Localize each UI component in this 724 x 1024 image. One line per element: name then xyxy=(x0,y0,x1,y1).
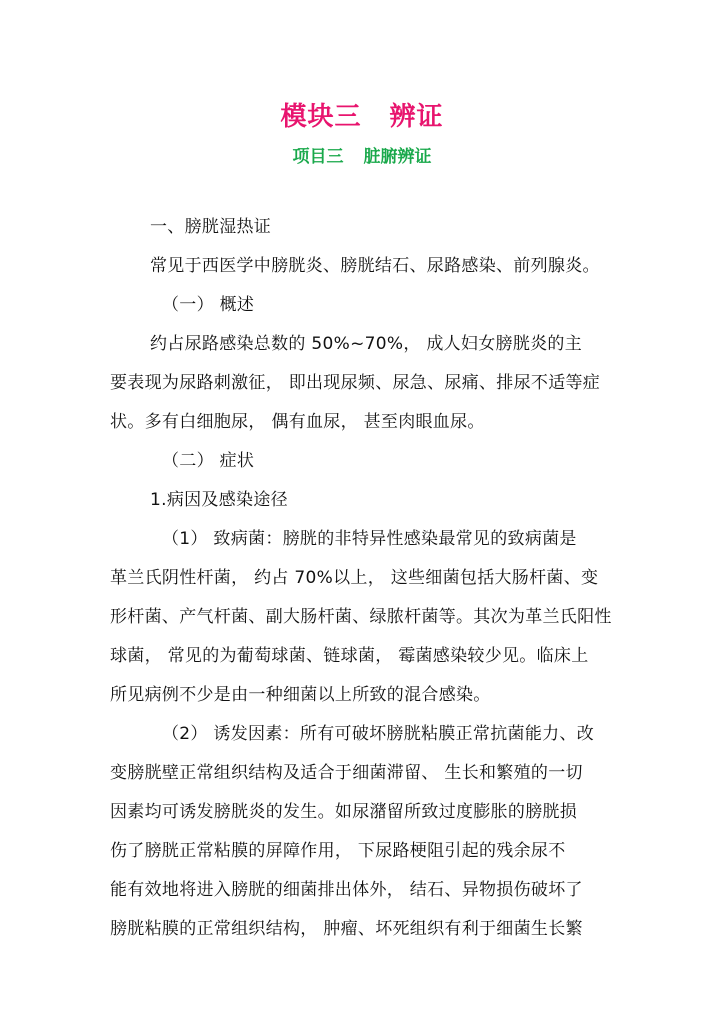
subtitle-topic: 脏腑辨证 xyxy=(363,147,432,167)
paragraph-line: 膀胱粘膜的正常组织结构， 肿瘤、坏死组织有利于细菌生长繁 xyxy=(110,919,583,939)
section-heading: 一、膀胱湿热证 xyxy=(150,217,272,237)
page-subtitle xyxy=(0,142,724,167)
title-module: 模块三 xyxy=(280,102,362,132)
paragraph-line: 变膀胱壁正常组织结构及适合于细菌滞留、 生长和繁殖的一切 xyxy=(110,763,583,783)
paragraph-line: 状。多有白细胞尿， 偶有血尿， 甚至肉眼血尿。 xyxy=(110,412,485,432)
title-topic: 辨证 xyxy=(389,102,444,132)
paragraph-line: （2） 诱发因素：所有可破坏膀胱粘膜正常抗菌能力、改 xyxy=(162,724,595,744)
document-body xyxy=(110,208,618,949)
subsection-heading: （二） 症状 xyxy=(162,451,255,471)
paragraph-line: （1） 致病菌：膀胱的非特异性感染最常见的致病菌是 xyxy=(162,529,577,549)
paragraph-line: 所见病例不少是由一种细菌以上所致的混合感染。 xyxy=(110,685,491,705)
paragraph-line: 常见于西医学中膀胱炎、膀胱结石、尿路感染、前列腺炎。 xyxy=(150,256,600,276)
paragraph-line: 因素均可诱发膀胱炎的发生。如尿潴留所致过度膨胀的膀胱损 xyxy=(110,802,578,822)
paragraph-line: 革兰氏阴性杆菌， 约占 70%以上， 这些细菌包括大肠杆菌、变 xyxy=(110,568,599,588)
paragraph-line: 形杆菌、产气杆菌、副大肠杆菌、绿脓杆菌等。其次为革兰氏阳性 xyxy=(110,607,612,627)
numbered-heading: 1.病因及感染途径 xyxy=(150,490,288,510)
paragraph-line: 能有效地将进入膀胱的细菌排出体外， 结石、异物损伤破坏了 xyxy=(110,880,583,900)
paragraph-line: 伤了膀胱正常粘膜的屏障作用， 下尿路梗阻引起的残余尿不 xyxy=(110,841,566,861)
subsection-heading: （一） 概述 xyxy=(162,295,255,315)
paragraph-line: 约占尿路感染总数的 50%~70%， 成人妇女膀胱炎的主 xyxy=(150,334,583,354)
paragraph-line: 要表现为尿路刺激征， 即出现尿频、尿急、尿痛、排尿不适等症 xyxy=(110,373,601,393)
page-title xyxy=(0,96,724,133)
subtitle-project: 项目三 xyxy=(292,147,344,167)
paragraph-line: 球菌， 常见的为葡萄球菌、链球菌， 霉菌感染较少见。临床上 xyxy=(110,646,589,666)
